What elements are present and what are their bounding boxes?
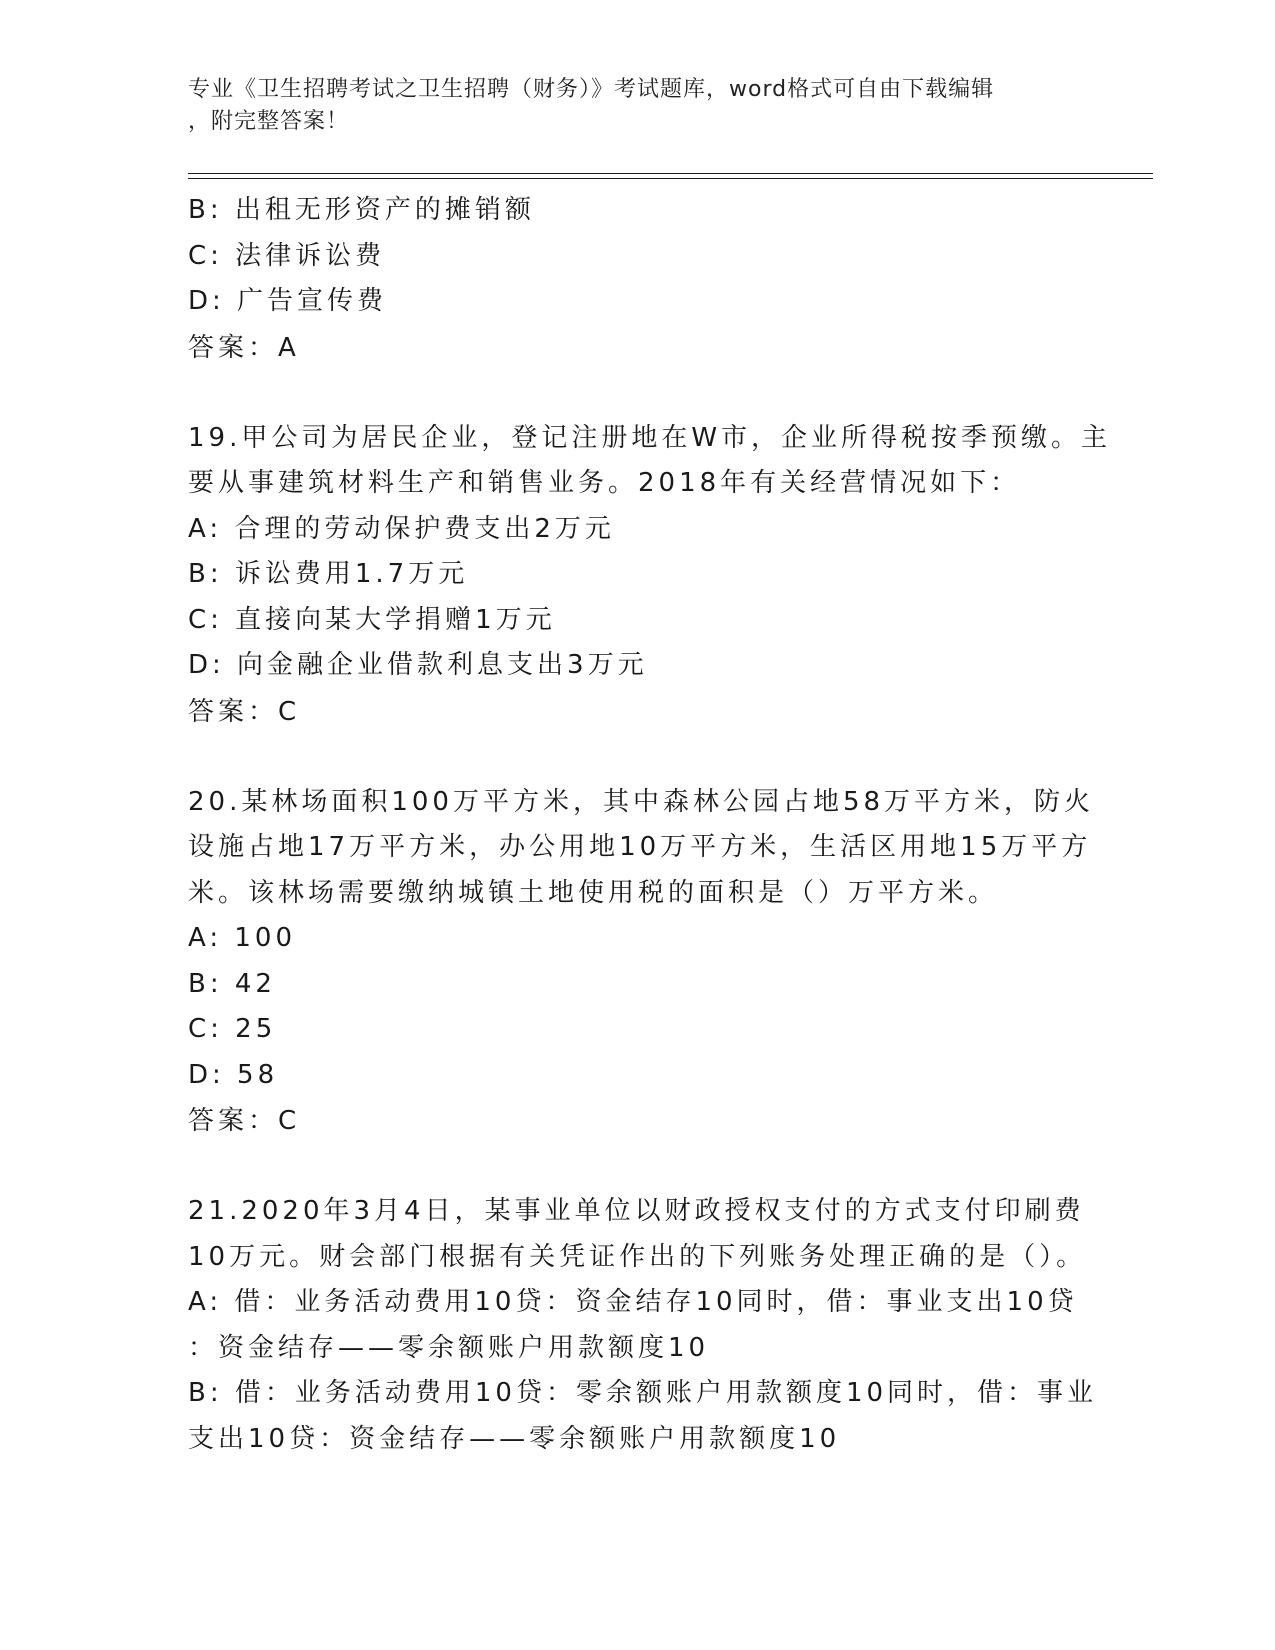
question-stem-line: 要从事建筑材料生产和销售业务。2018年有关经营情况如下： [188,468,1021,498]
option-b: B: 出租无形资产的摊销额 [188,195,535,225]
option-b: B: 42 [188,968,276,999]
option-b: B: 借：业务活动费用10贷：零余额账户用款额度10同时，借：事业 [188,1378,1098,1408]
answer: 答案：A [188,332,300,363]
option-b: B: 诉讼费用1.7万元 [188,559,469,589]
option-a: A: 合理的劳动保护费支出2万元 [188,513,615,544]
answer: 答案：C [188,696,301,727]
option-d: D: 广告宣传费 [188,286,388,316]
question-list [188,188,1112,1462]
option-c: C: 直接向某大学捐赠1万元 [188,604,556,635]
header-rule-top [188,173,1153,174]
question-21 [188,1189,1098,1462]
question-stem-line: 10万元。财会部门根据有关凭证作出的下列账务处理正确的是（）。 [188,1241,1087,1272]
question-stem-line: 19.甲公司为居民企业，登记注册地在W市，企业所得税按季预缴。主 [188,422,1112,453]
option-a: A: 100 [188,923,296,953]
option-a-continued: ：资金结存——零余额账户用款额度10 [188,1332,710,1363]
header-line-2: ，附完整答案！ [188,109,350,134]
question-18-tail [188,188,1088,371]
question-19 [188,416,1112,735]
answer: 答案：C [188,1106,301,1136]
option-a: A: 借：业务活动费用10贷：资金结存10同时，借：事业支出10贷 [188,1287,1078,1317]
question-20 [188,780,1095,1145]
option-c: C: 法律诉讼费 [188,240,386,271]
question-stem-line: 20.某林场面积100万平方米，其中森林公园占地58万平方米，防火 [188,786,1095,817]
question-stem-line: 设施占地17万平方米，办公用地10万平方米，生活区用地15万平方 [188,832,1092,862]
option-d: D: 58 [188,1059,279,1090]
question-stem-line: 21.2020年3月4日，某事业单位以财政授权支付的方式支付印刷费 [188,1196,1085,1226]
option-b-continued: 支出10贷：资金结存——零余额账户用款额度10 [188,1423,841,1454]
header-rule-bottom [188,178,1153,179]
question-stem-line: 米。该林场需要缴纳城镇土地使用税的面积是（）万平方米。 [188,877,999,908]
option-c: C: 25 [188,1014,277,1044]
header-line-1: 专业《卫生招聘考试之卫生招聘（财务）》考试题库，word格式可自由下载编辑 [188,77,995,102]
option-d: D: 向金融企业借款利息支出3万元 [188,650,648,680]
document-header [188,74,1068,138]
